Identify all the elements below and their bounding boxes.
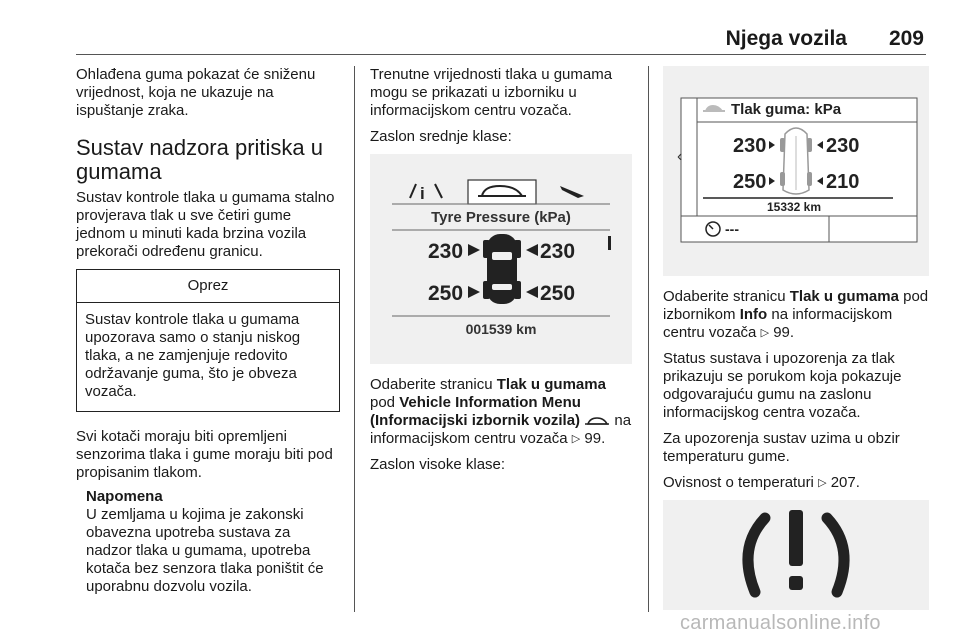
mid-fl-pressure: 230 (428, 240, 464, 263)
mid-class-label: Zaslon srednje klase: (370, 128, 512, 145)
high-display-figure (663, 66, 929, 276)
intro-paragraph: Ohlađena guma pokazat će sniženu vrijednost, koja ne ukazuje na ispuštanje zraka. (76, 66, 316, 119)
page-number: 209 (888, 27, 924, 50)
high-display-title: Tlak guma: kPa (731, 101, 842, 118)
car-menu-icon (584, 415, 610, 427)
high-class-label: Zaslon visoke klase: (370, 456, 506, 474)
menu-name-label: Info (739, 306, 768, 323)
tire-warning-figure (663, 500, 929, 610)
values-paragraph: Trenutne vrijednosti tlaka u gumama mogu se prikazati u izborniku u informacijskom centru vozača. (370, 66, 613, 119)
page-name-label: Tlak u gumama (789, 288, 899, 305)
page-ref: 99. (773, 324, 795, 341)
sensors-paragraph: Svi kotači moraju biti opremljeni senzorima tlaka i gume moraju biti pod propisanim tlakom. (76, 428, 333, 481)
car-top-icon (483, 234, 521, 304)
high-status: --- (725, 221, 739, 237)
mid-rr-pressure: 250 (540, 282, 576, 305)
mid-display-title: Tyre Pressure (kPa) (431, 209, 571, 226)
high-rl-pressure: 250 (733, 171, 767, 193)
warning-text: Sustav kontrole tlaka u gumama upozorava samo o stanju niskog tlaka, a ne zamjenjuje redovito održavanje guma, što je obveza vozača. (85, 311, 301, 400)
left-chevron-icon: ‹ (677, 148, 683, 165)
note-text: U zemljama u kojima je zakonski obavezna upotreba sustava za nadzor tlaka u gumama, upotreba kotača bez senzora tlaka poništit će uporabnu dozvolu vozila. (86, 506, 324, 595)
mid-display-figure (370, 154, 632, 364)
mid-select-instructions: Odaberite stranicu Tlak u gumama pod Vehicle Information Menu (Informacijski izbornik vozila) na informacijskom centru vozača ▷ 99. (370, 376, 632, 447)
mid-odometer: 001539 km (465, 321, 537, 337)
page-name-label: Tlak u gumama (496, 376, 606, 393)
warning-title: Oprez (77, 270, 339, 303)
system-paragraph: Sustav kontrole tlaka u gumama stalno provjerava tlak u sve četiri gume jednom u minuti kada brzina vozila prekorači određenu granicu. (76, 189, 335, 260)
menu-name-label: Vehicle Information Menu (Informacijski izbornik vozila) (370, 394, 581, 429)
column-divider-1 (354, 66, 355, 612)
note-title: Napomena (86, 488, 163, 505)
ref-arrow-icon: ▷ (571, 433, 581, 446)
page-header-title: Njega vozila (725, 27, 847, 50)
mid-display-svg (370, 154, 632, 364)
wrench-menu-icon (560, 186, 584, 198)
high-display-svg (663, 66, 925, 276)
column-1 (76, 66, 340, 596)
note-block (76, 488, 340, 596)
column-2 (370, 66, 632, 482)
status-paragraph: Status sustava i upozorenja za tlak prikazuju se porukom koja pokazuje odgovarajuću gumu na zaslonu informacijskog centra vozača. (663, 350, 902, 422)
high-rr-pressure: 210 (826, 171, 860, 193)
column-divider-2 (648, 66, 649, 612)
high-select-instructions: Odaberite stranicu Tlak u gumama pod izbornikom Info na informacijskom centru vozača ▷ 99. (663, 288, 929, 341)
section-heading: Sustav nadzora pritiska u gumama (76, 135, 324, 184)
mid-fr-pressure: 230 (540, 240, 576, 263)
page-ref: 99. (584, 430, 606, 447)
ref-arrow-icon: ▷ (818, 477, 827, 490)
tire-warning-icon (663, 500, 929, 610)
high-fl-pressure: 230 (733, 135, 767, 157)
temperature-ref: Ovisnost o temperaturi ▷ 207. (663, 474, 860, 492)
high-odometer: 15332 km (766, 200, 822, 214)
page-ref: 207. (830, 474, 860, 492)
ref-arrow-icon: ▷ (760, 327, 770, 340)
watermark: carmanualsonline.info (680, 612, 881, 634)
mid-rl-pressure: 250 (428, 282, 464, 305)
svg-text:i: i (420, 184, 425, 203)
column-3 (663, 66, 929, 610)
warning-box (76, 269, 340, 412)
header-rule (76, 54, 926, 55)
high-fr-pressure: 230 (826, 135, 860, 157)
temperature-paragraph: Za upozorenja sustav uzima u obzir temperaturu gume. (663, 430, 900, 466)
